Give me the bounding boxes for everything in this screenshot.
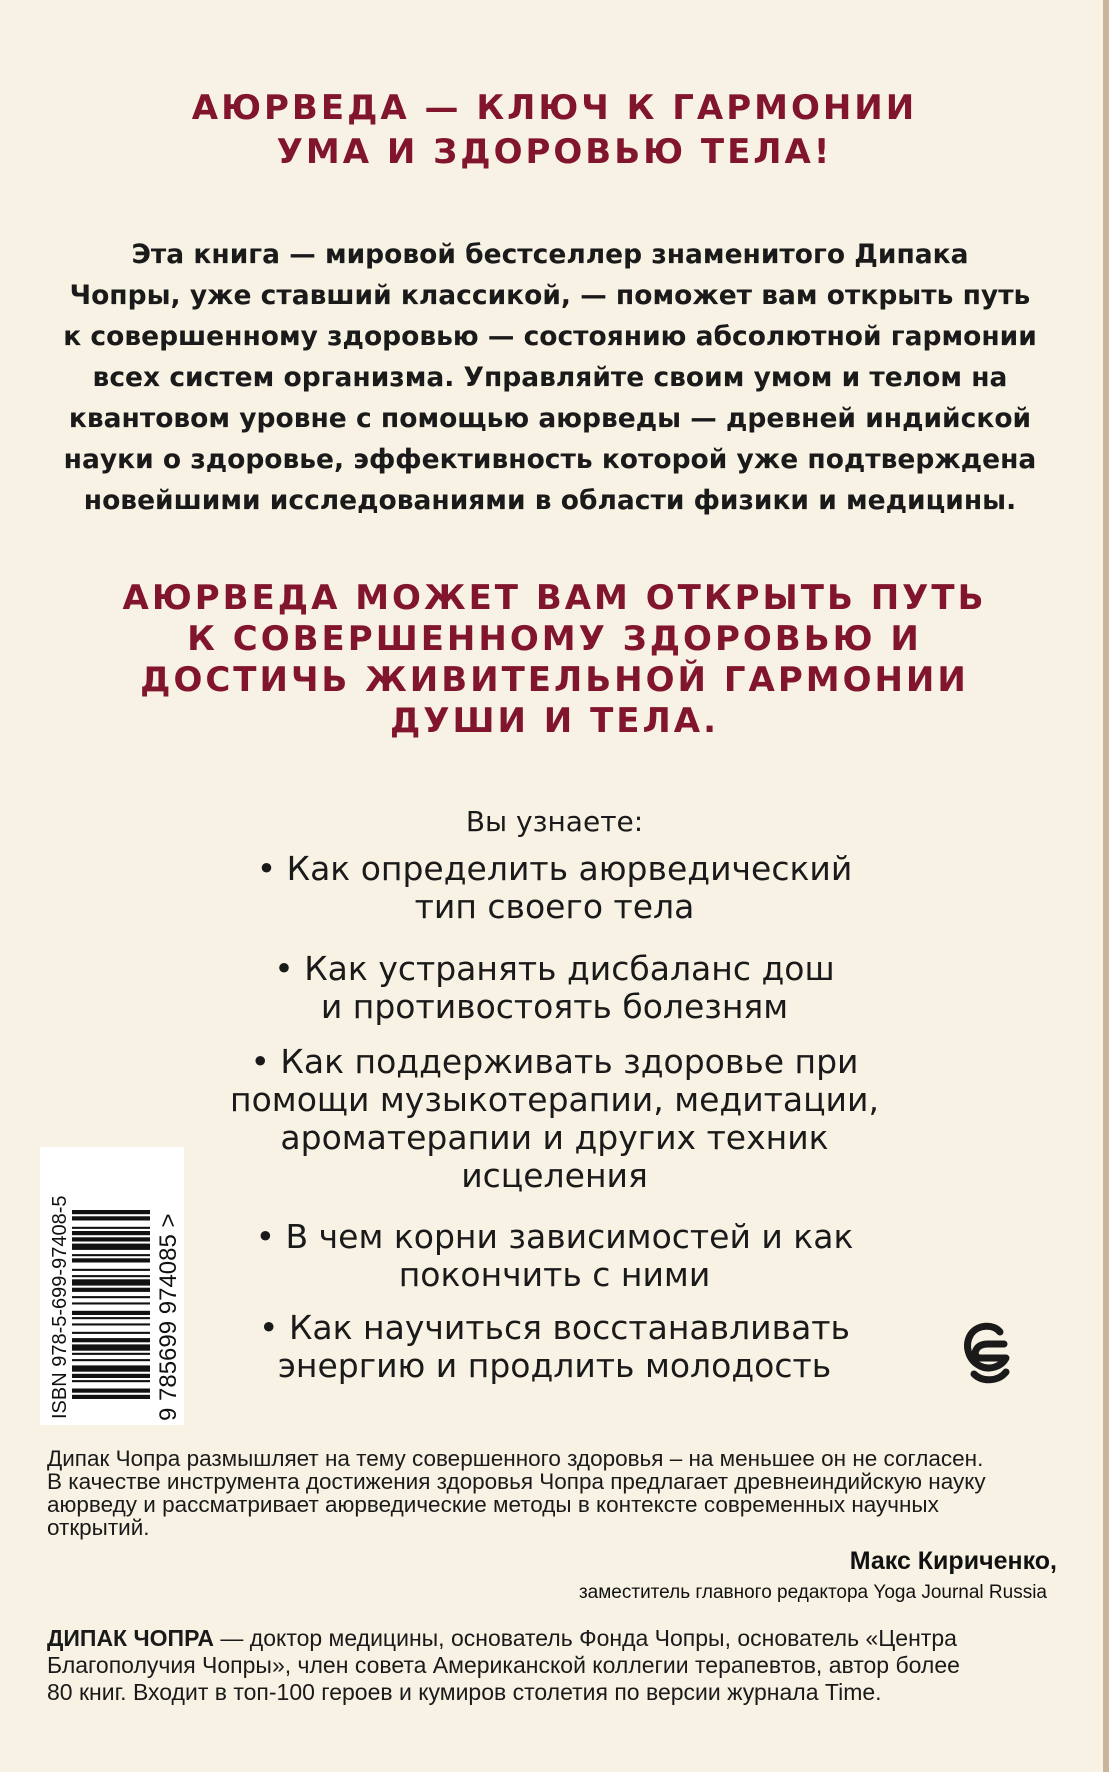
barcode-bar — [72, 1374, 150, 1378]
bullet-line: помощи музыкотерапии, медитации, — [230, 1080, 879, 1119]
barcode-bar — [72, 1338, 150, 1342]
barcode-bar — [72, 1344, 150, 1350]
quote-line: открытий. — [47, 1515, 150, 1540]
headline-line: К СОВЕРШЕННОМУ ЗДОРОВЬЮ И — [187, 619, 922, 659]
author-name: ДИПАК ЧОПРА — [47, 1625, 214, 1651]
quote-author: Макс Кириченко, — [849, 1547, 1057, 1575]
barcode-bar — [72, 1275, 150, 1277]
barcode-bar — [72, 1395, 150, 1399]
barcode-bar — [72, 1269, 150, 1271]
bullet-line: и противостоять болезням — [320, 987, 789, 1026]
headline-line: АЮРВЕДА — КЛЮЧ К ГАРМОНИИ — [191, 88, 918, 128]
barcode-bar — [72, 1231, 150, 1235]
barcode-bar — [72, 1279, 150, 1285]
intro-line: квантовом уровне с помощью аюрведы — древней индийской — [68, 403, 1032, 434]
bullet-line: • Как поддерживать здоровье при — [250, 1042, 859, 1081]
bio-line — [47, 1625, 1067, 1652]
bullet-item — [0, 850, 1109, 926]
cover-edge — [1103, 0, 1109, 1772]
review-quote — [47, 1447, 1067, 1539]
mid-headline — [0, 578, 1109, 742]
barcode-bar — [72, 1332, 150, 1334]
barcode-bar — [72, 1254, 150, 1256]
headline-line: УМА И ЗДОРОВЬЮ ТЕЛА! — [276, 132, 833, 172]
barcode-bar — [72, 1288, 150, 1292]
bullet-line: ароматерапии и других техник — [280, 1118, 829, 1157]
barcode-bar — [72, 1317, 150, 1319]
intro-line: новейшими исследованиями в области физики и медицины. — [83, 485, 1017, 516]
bullet-line: • Как научиться восстанавливать — [259, 1308, 850, 1347]
barcode-bars — [72, 1210, 150, 1399]
bullet-line: исцеления — [461, 1156, 648, 1195]
headline-line: АЮРВЕДА МОЖЕТ ВАМ ОТКРЫТЬ ПУТЬ — [122, 578, 987, 618]
intro-line: Чопры, уже ставший классикой, — поможет вам открыть путь — [69, 280, 1031, 311]
barcode-bar — [72, 1380, 150, 1382]
barcode-bar — [72, 1365, 150, 1371]
barcode-bar — [72, 1323, 150, 1325]
learn-intro: Вы узнаете: — [465, 805, 644, 838]
bullet-line: тип своего тела — [414, 887, 695, 926]
bullet-line: • Как устранять дисбаланс дош — [274, 949, 835, 988]
bio-line: Благополучия Чопры», член совета Американской коллегии терапевтов, автор более — [47, 1652, 960, 1678]
barcode-isbn-text: ISBN 978-5-699-97408-5 — [49, 1195, 71, 1419]
top-headline — [0, 86, 1109, 174]
barcode-digits-text: 9 785699 974085 > — [155, 1213, 182, 1421]
author-bio — [47, 1625, 1067, 1706]
barcode-bar — [72, 1353, 150, 1355]
barcode-bar — [72, 1359, 150, 1361]
bio-first-line: — доктор медицины, основатель Фонда Чопры, основатель «Центра — [214, 1625, 957, 1651]
barcode-bar — [72, 1389, 150, 1393]
barcode-bar — [72, 1302, 150, 1304]
barcode-bar — [72, 1296, 150, 1298]
bullet-line: энергию и продлить молодость — [277, 1346, 832, 1385]
bullet-line: • Как определить аюрведический — [256, 849, 853, 888]
barcode-bar — [72, 1227, 150, 1229]
headline-line: ДОСТИЧЬ ЖИВИТЕЛЬНОЙ ГАРМОНИИ — [140, 660, 969, 700]
quote-line: аюрведу и рассматривает аюрведические методы в контексте современных научных — [47, 1492, 939, 1517]
barcode-bar — [72, 1244, 150, 1250]
barcode-bar — [72, 1311, 150, 1315]
barcode-bar — [72, 1258, 150, 1262]
bullet-item — [0, 950, 1109, 1026]
barcode-bar — [72, 1237, 150, 1241]
barcode-bar — [72, 1210, 150, 1214]
intro-line: к совершенному здоровью — состоянию абсолютной гармонии — [63, 321, 1037, 352]
quote-line: Дипак Чопра размышляет на тему совершенного здоровья – на меньшее он не согласен. — [47, 1446, 984, 1471]
intro-paragraph — [30, 234, 1070, 521]
bullet-line: покончить с ними — [398, 1255, 711, 1294]
bio-line: 80 книг. Входит в топ-100 героев и кумиров столетия по версии журнала Time. — [47, 1679, 882, 1705]
quote-author-role: заместитель главного редактора Yoga Journal Russia — [578, 1582, 1047, 1603]
quote-line: В качестве инструмента достижения здоровья Чопра предлагает древнеиндийскую науку — [47, 1469, 986, 1494]
bullet-line: • В чем корни зависимостей и как — [255, 1217, 854, 1256]
intro-line: всех систем организма. Управляйте своим умом и телом на — [92, 362, 1008, 393]
intro-line: науки о здоровье, эффективность которой уже подтверждена — [63, 444, 1037, 475]
barcode-graphic — [40, 1147, 184, 1425]
headline-line: ДУШИ И ТЕЛА. — [390, 701, 719, 741]
publisher-logo-icon — [960, 1318, 1014, 1386]
barcode-bar — [72, 1216, 150, 1220]
isbn-barcode — [40, 1147, 184, 1425]
intro-line: Эта книга — мировой бестселлер знаменитого Дипака — [131, 239, 969, 270]
